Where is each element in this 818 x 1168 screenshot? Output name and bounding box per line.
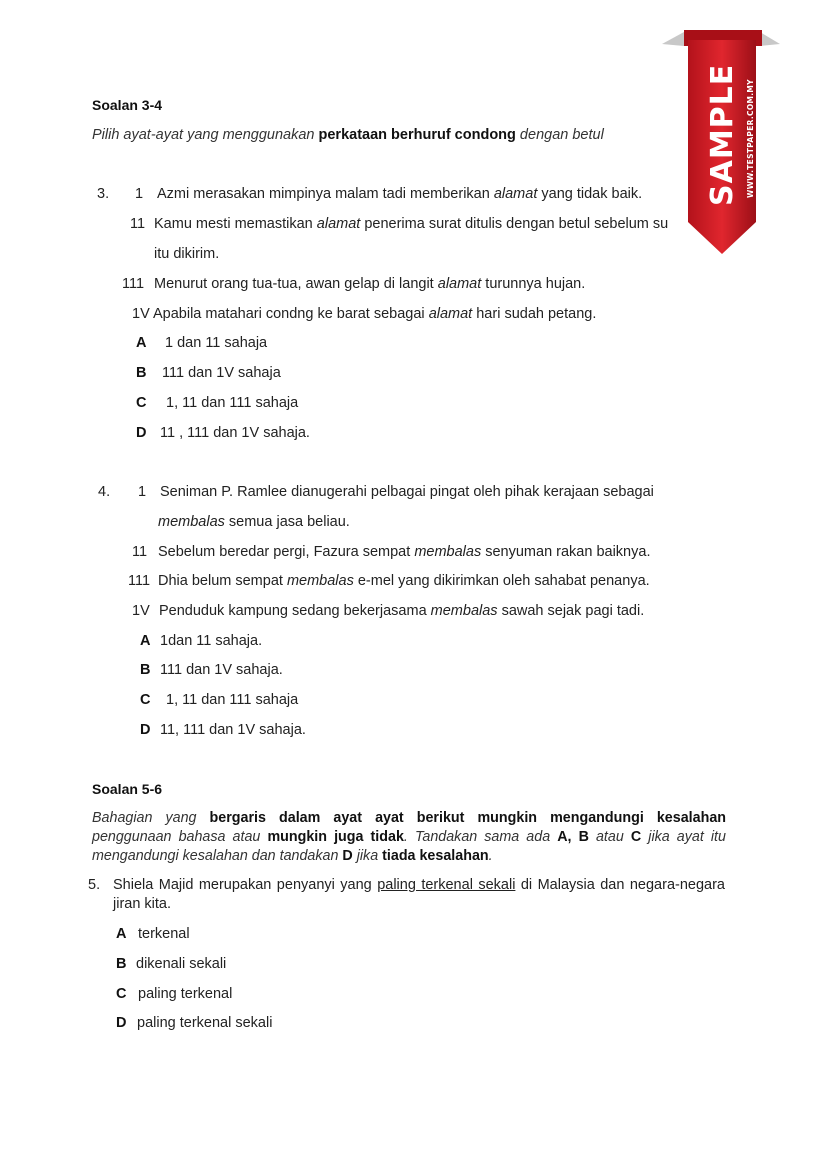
question-text: Shiela Majid merupakan penyanyi yang paling terkenal sekali di Malaysia dan negara-negara jiran kita.	[113, 877, 725, 912]
answer-option[interactable]: D 11, 111 dan 1V sahaja.	[140, 722, 306, 738]
answer-option[interactable]: C 1, 11 dan 111 sahaja	[136, 395, 299, 411]
statement: 1 Azmi merasakan mimpinya malam tadi memberikan alamat yang tidak baik.	[135, 186, 643, 202]
statement: 11 Sebelum beredar pergi, Fazura sempat membalas senyuman rakan baiknya.	[132, 544, 651, 560]
section-heading: Soalan 3-4	[92, 97, 163, 113]
statement-continuation: membalas semua jasa beliau.	[158, 514, 350, 530]
section-instruction: Bahagian yang bergaris dalam ayat ayat berikut mungkin mengandungi kesalahan penggunaan bahasa atau mungkin juga tidak. Tandakan sama ada A, B atau C jika ayat itu mengandungi kesalahan dan tandakan D jika tiada kesalahan.	[92, 810, 727, 864]
underlined-phrase: paling terkenal sekali	[377, 877, 516, 893]
statement: 11 Kamu mesti memastikan alamat penerima surat ditulis dengan betul sebelum su	[130, 216, 669, 232]
answer-option[interactable]: D 11 , 111 dan 1V sahaja.	[136, 425, 310, 441]
answer-option[interactable]: C 1, 11 dan 111 sahaja	[140, 692, 299, 708]
answer-option[interactable]: B dikenali sekali	[116, 956, 227, 972]
ribbon-label: SAMPLE	[705, 63, 740, 206]
question-number: 4.	[98, 484, 111, 500]
answer-option[interactable]: C paling terkenal	[116, 986, 233, 1002]
statement: 1 Seniman P. Ramlee dianugerahi pelbagai pingat oleh pihak kerajaan sebagai	[138, 484, 654, 500]
question-number: 5.	[88, 877, 101, 893]
answer-option[interactable]: A terkenal	[116, 926, 190, 942]
statement: 111 Menurut orang tua-tua, awan gelap di langit alamat turunnya hujan.	[122, 276, 586, 292]
section-heading: Soalan 5-6	[92, 781, 163, 797]
answer-option[interactable]: B 111 dan 1V sahaja	[136, 365, 281, 381]
statement-continuation: itu dikirim.	[154, 246, 220, 262]
question-number: 3.	[97, 186, 110, 202]
statement: 1V Penduduk kampung sedang bekerjasama membalas sawah sejak pagi tadi.	[132, 603, 645, 619]
answer-option[interactable]: A 1 dan 11 sahaja	[136, 335, 268, 351]
section-instruction: Pilih ayat-ayat yang menggunakan perkataan berhuruf condong dengan betul	[92, 127, 604, 143]
answer-option[interactable]: B 111 dan 1V sahaja.	[140, 662, 283, 678]
statement: 111 Dhia belum sempat membalas e-mel yang dikirimkan oleh sahabat penanya.	[128, 573, 650, 589]
ribbon-url: WWW.TESTPAPER.COM.MY	[746, 79, 755, 198]
answer-option[interactable]: D paling terkenal sekali	[116, 1015, 273, 1031]
statement: 1V Apabila matahari condng ke barat sebagai alamat hari sudah petang.	[132, 306, 597, 322]
answer-option[interactable]: A 1dan 11 sahaja.	[140, 633, 263, 649]
